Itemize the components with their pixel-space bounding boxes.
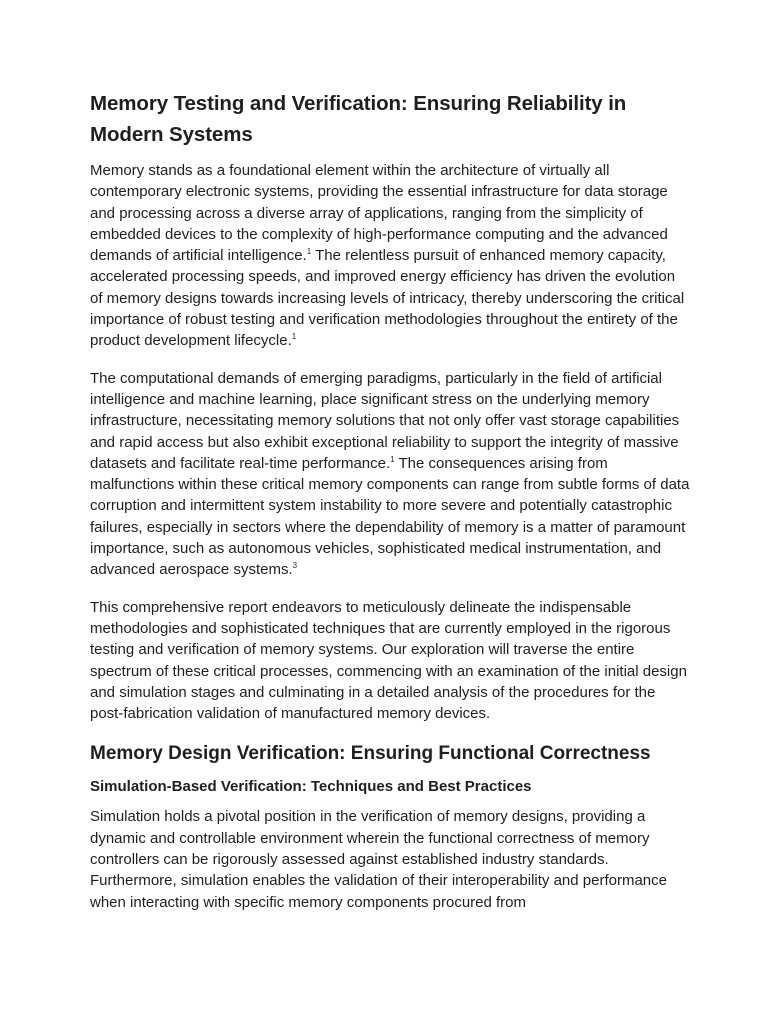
citation-superscript: 3 [292, 561, 298, 571]
intro-paragraph-1 [90, 160, 690, 352]
citation-superscript: 1 [390, 454, 395, 464]
intro-paragraph-2 [90, 368, 690, 581]
document-title: Memory Testing and Verification: Ensuring Reliability in Modern Systems [90, 92, 627, 146]
paragraph-text: The relentless pursuit of enhanced memory capacity, accelerated processing speeds, and improved energy efficiency has driven the evolution of memory designs towards increasing levels of intricacy, thereby underscoring the critical importance of robust testing and verification methodologies throughout the entirety of the product development lifecycle. [90, 247, 685, 350]
intro-paragraph-3 [90, 597, 690, 725]
citation-superscript: 1 [306, 247, 312, 257]
section-heading: Memory Design Verification: Ensuring Functional Correctness [90, 743, 651, 765]
citation-superscript: 1 [291, 332, 297, 342]
subsection-heading: Simulation-Based Verification: Techniques and Best Practices [90, 778, 532, 796]
paragraph-text: The computational demands of emerging paradigms, particularly in the field of artificial intelligence and machine learning, place significant stress on the underlying memory infrastructure, necessitating memory solutions that not only offer vast storage capabilities and rapid access but also exhibit exceptional reliability to support the integrity of massive datasets and facilitate real-time performance. [90, 369, 680, 472]
paragraph-text: This comprehensive report endeavors to meticulously delineate the indispensable methodologies and sophisticated techniques that are currently employed in the rigorous testing and verification of memory systems. Our exploration will traverse the entire spectrum of these critical processes, commencing with an examination of the initial design and simulation stages and culminating in a detailed analysis of the procedures for the post-fabrication validation of manufactured memory devices. [90, 598, 687, 723]
paragraph-text: The consequences arising from malfunctions within these critical memory components can range from subtle forms of data corruption and intermittent system instability to more severe and potentially catastrophic failures, especially in sectors where the dependability of memory is a matter of paramount importance, such as autonomous vehicles, sophisticated medical instrumentation, and advanced aerospace systems. [90, 454, 690, 579]
paragraph-text: Memory stands as a foundational element within the architecture of virtually all contemporary electronic systems, providing the essential infrastructure for data storage and processing across a diverse array of applications, ranging from the simplicity of embedded devices to the complexity of high-performance computing and the advanced demands of artificial intelligence. [90, 162, 668, 265]
section-paragraph-1: Simulation holds a pivotal position in the verification of memory designs, providing a dynamic and controllable environment wherein the functional correctness of memory controllers can be rigorously assessed against established industry standards. Furthermore, simulation enables the validation of their interoperability and performance when interacting with specific memory components procured from [90, 808, 667, 911]
document-page [90, 88, 690, 929]
